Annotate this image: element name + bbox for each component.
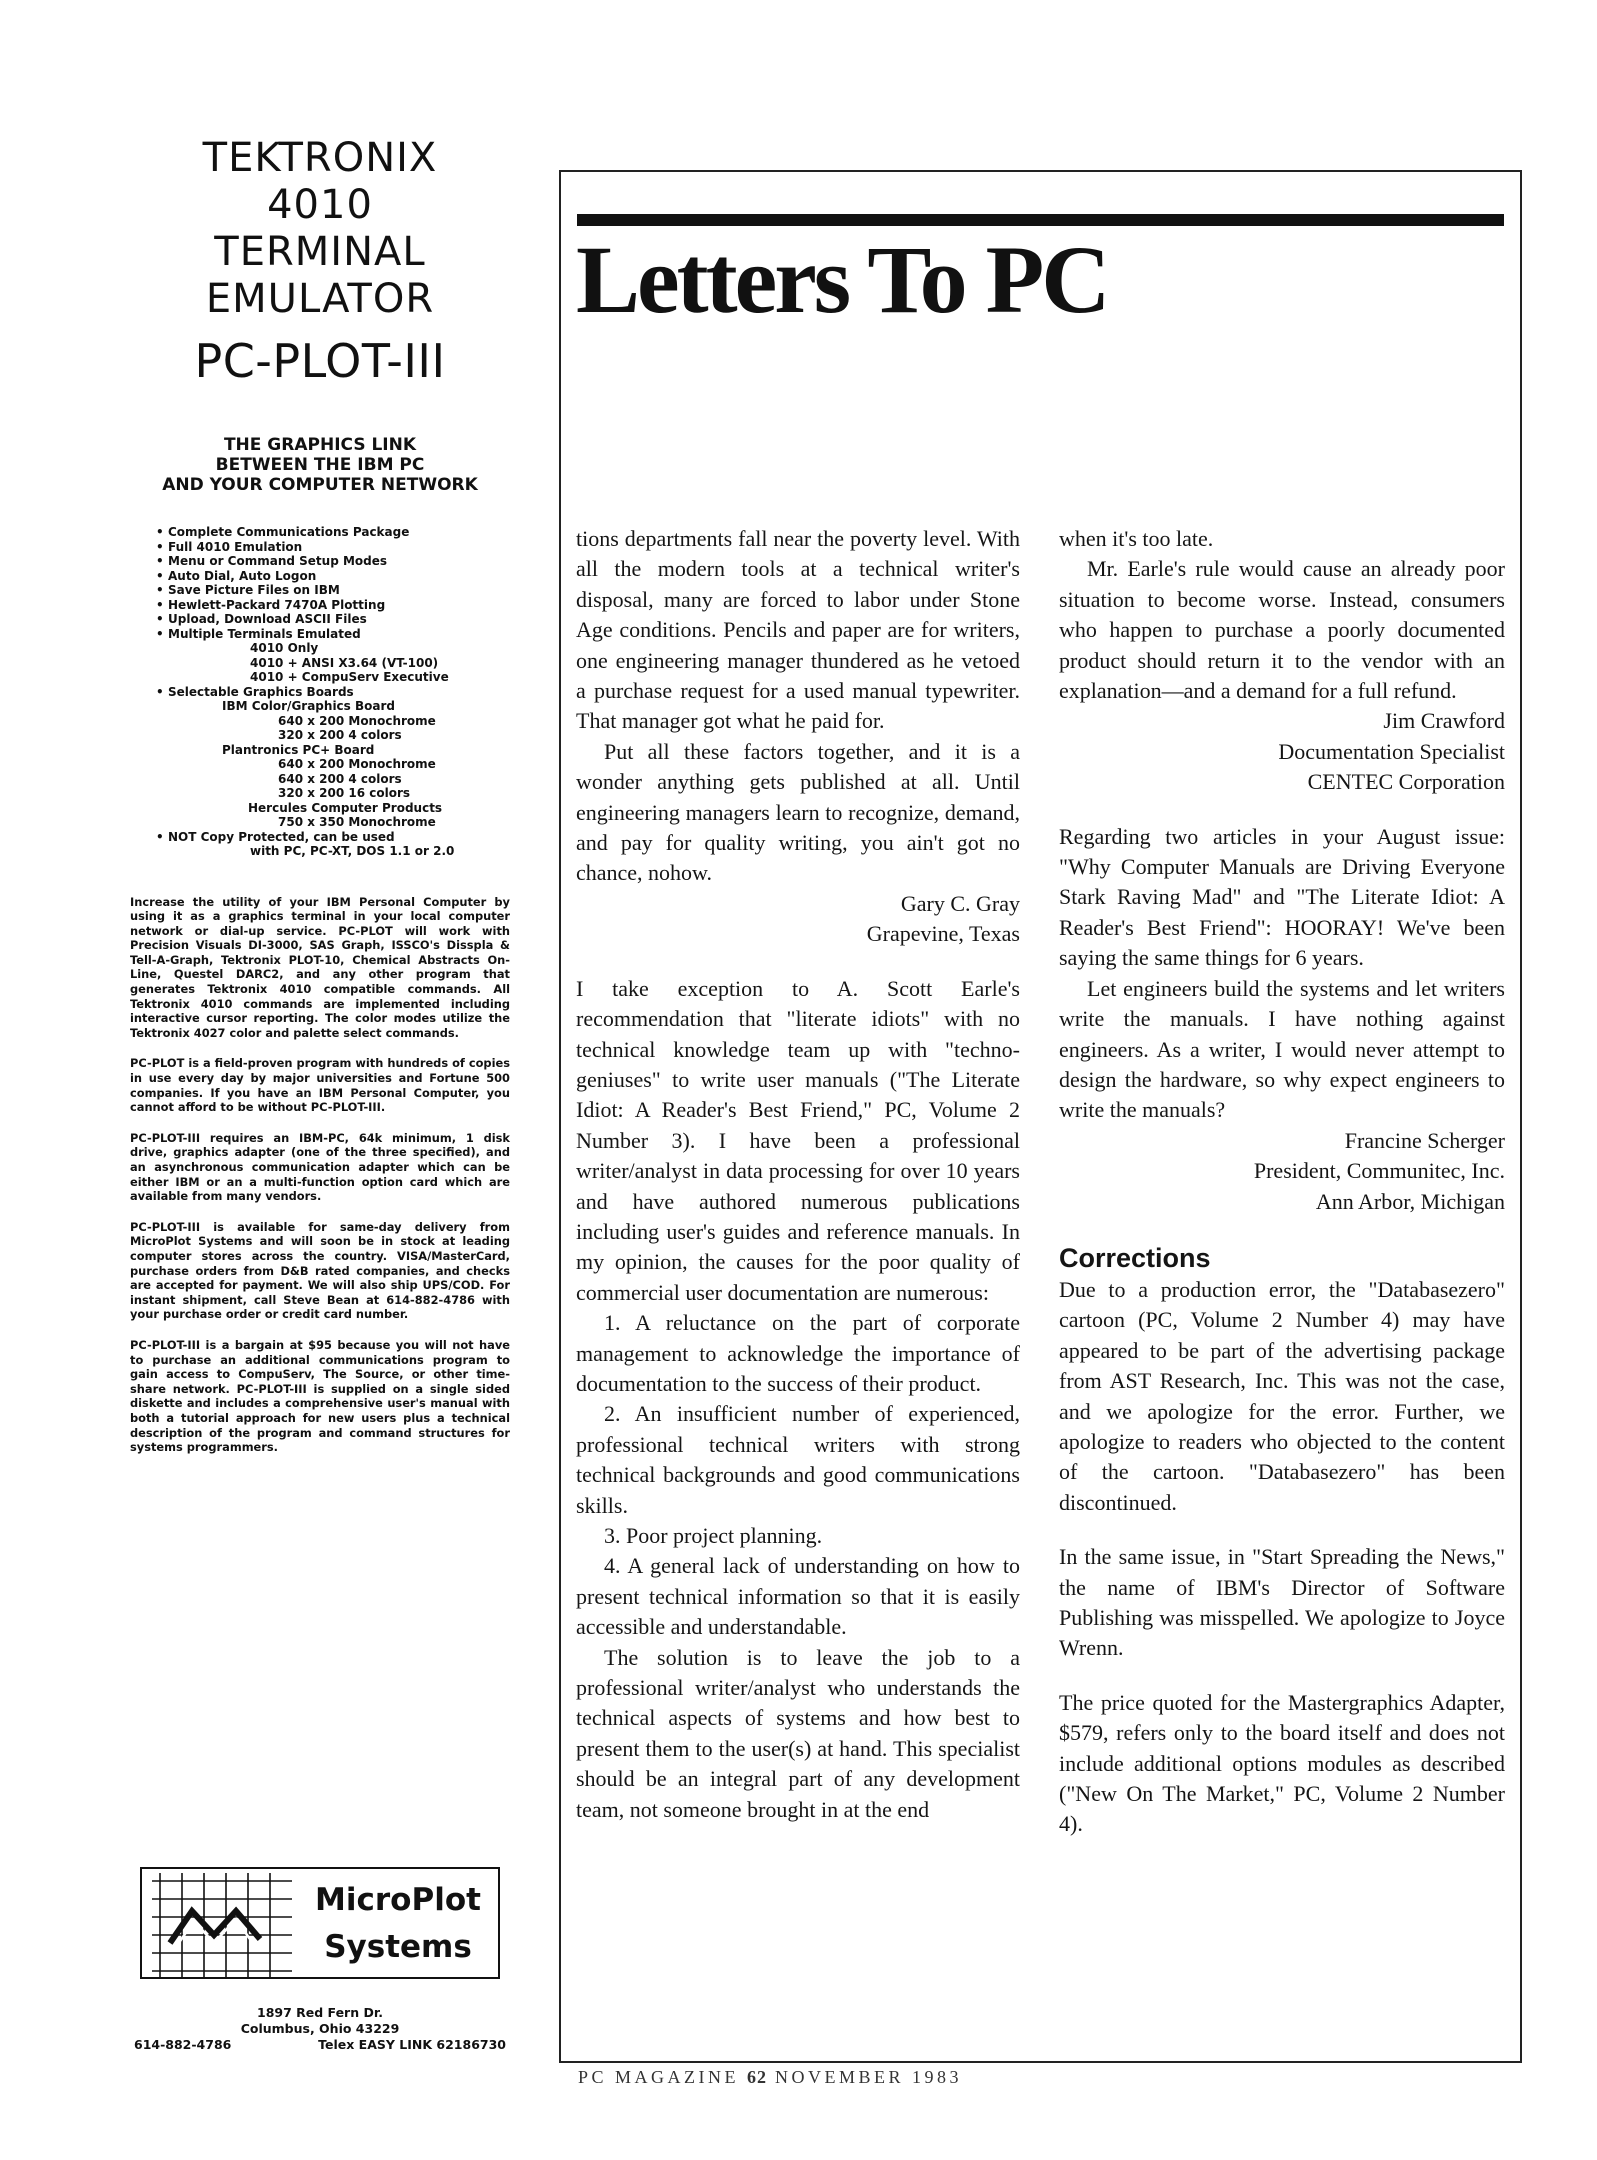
feature-item: • Hewlett-Packard 7470A Plotting [156,598,510,613]
feature-item: • Complete Communications Package [156,525,510,540]
feature-item: • Upload, Download ASCII Files [156,612,510,627]
page-footer [578,2067,1078,2088]
letter-paragraph: Mr. Earle's rule would cause an already poor situation to become worse. Instead, consumers who happen to purchase a poorly documented product should return it to the vendor with an explanation—and a demand for a full refund. [1059,556,1505,704]
letter-signature: Francine Scherger President, Communitec, Inc. Ann Arbor, Michigan [1253,1127,1505,1214]
letter-paragraph: when it's too late. [1059,526,1214,551]
feature-subitem: with PC, PC-XT, DOS 1.1 or 2.0 [250,844,455,858]
letter-paragraph: Put all these factors together, and it is a wonder anything gets published at all. Until engineering managers learn to recognize, demand, and pay for quality writing, you ain't got no chance, nohow. [576,738,1020,886]
letter-paragraph: Regarding two articles in your August issue: "Why Computer Manuals are Driving Everyone Stark Raving Mad" and "The Literate Idiot: A Reader's Best Friend": HOORAY! We've been saying the same things for 6 years. [1059,823,1505,971]
letters-column-left [576,524,1020,1825]
feature-item: • Save Picture Files on IBM [156,583,510,598]
feature-subitem: Hercules Computer Products [248,800,443,815]
correction-paragraph: Due to a production error, the "Databasezero" cartoon (PC, Volume 2 Number 4) may have appeared to be part of the advertising package from AST Research, Inc. This was not the case, and we apologize for the error. Further, we apologize to readers who objected to the content of the cartoon. "Databasezero" has been discontinued. [1059,1276,1505,1515]
letter-signature: Gary C. Gray Grapevine, Texas [866,890,1020,947]
feature-item: • Menu or Command Setup Modes [156,554,510,569]
ad-tagline: THE GRAPHICS LINK BETWEEN THE IBM PC AND YOUR COMPUTER NETWORK [162,435,478,495]
page-number: 62 [747,2067,768,2087]
ad-address: 1897 Red Fern Dr. Columbus, Ohio 43229 614-882-4786 Telex EASY LINK 62186730 [134,2005,506,2052]
letter-list-item: 3. Poor project planning. [604,1523,823,1548]
page-title: Letters To PC [576,226,1108,333]
feature-subitem: IBM Color/Graphics Board [222,699,395,713]
feature-subitem: 750 x 350 Monochrome [278,815,436,829]
feature-subitem: 640 x 200 Monochrome [278,713,436,728]
ad-phone: 614-882-4786 [134,2037,232,2052]
footer-magazine: PC MAGAZINE [578,2067,740,2087]
ad-telex: Telex EASY LINK 62186730 [318,2037,506,2052]
feature-subitem: 320 x 200 16 colors [278,786,411,800]
ad-paragraph: PC-PLOT-III requires an IBM-PC, 64k minimum, 1 disk drive, graphics adapter (one of the three specified), and an asynchronous communication adapter which can be either IBM or an a multi-function option card which are available from many vendors. [130,1130,510,1204]
logo-text: MicroPlot Systems [315,1882,481,1965]
feature-subitem: 4010 Only [250,641,319,655]
letter-paragraph: I take exception to A. Scott Earle's recommendation that "literate idiots" with no technical knowledge team up with "techno-geniuses" to write user manuals ("The Literate Idiot: A Reader's Best Friend," PC, Volume 2 Number 3). I have been a professional writer/analyst in data processing for over 10 years and have authored numerous publications including user's guides and reference manuals. In my opinion, the causes for the poor quality of commercial user documentation are numerous: [576,975,1020,1305]
feature-item: • Full 4010 Emulation [156,540,510,555]
ad-paragraph: PC-PLOT-III is available for same-day delivery from MicroPlot Systems and will soon be in stock at leading computer stores across the country. VISA/MasterCard, purchase orders from D&B rated companies, and checks are accepted for payment. We will also ship UPS/COD. For instant shipment, call Steve Bean at 614-882-4786 with your purchase order or credit card number. [130,1219,510,1322]
letter-signature: Jim Crawford Documentation Specialist CENTEC Corporation [1278,708,1505,795]
advertisement [130,135,510,1455]
correction-paragraph: In the same issue, in "Start Spreading the News," the name of IBM's Director of Software Publishing was misspelled. We apologize to Joyce Wrenn. [1059,1544,1505,1661]
plot-grid-icon [142,1869,292,1977]
correction-paragraph: The price quoted for the Mastergraphics Adapter, $579, refers only to the board itself and does not include additional options modules as described ("New On The Market," PC, Volume 2 Number 4). [1059,1689,1505,1837]
feature-subitem: 640 x 200 Monochrome [278,757,436,771]
feature-subitem: 4010 + CompuServ Executive [250,670,449,684]
letter-paragraph: tions departments fall near the poverty level. With all the modern tools at a technical writer's disposal, many are forced to labor under Stone Age conditions. Pencils and paper are for writers, one engineering manager thundered as he vetoed a purchase request for a used manual typewriter. That manager got what he paid for. [576,526,1020,734]
footer-date: NOVEMBER 1983 [775,2067,963,2087]
feature-item: • Multiple Terminals Emulated [156,627,510,642]
feature-subitem: 320 x 200 4 colors [278,728,402,742]
ad-paragraph: PC-PLOT-III is a bargain at $95 because you will not have to purchase an additional communications program to gain access to CompuServ, The Source, or other time-share network. PC-PLOT-III is supplied on a single sided diskette and includes a comprehensive user's manual with both a tutorial approach for new users plus a technical description of the program and command structures for systems programmers. [130,1337,510,1455]
microplot-logo [140,1867,500,1979]
feature-item: • Auto Dial, Auto Logon [156,569,510,584]
letter-paragraph: The solution is to leave the job to a professional writer/analyst who understands the technical aspects of systems and how best to present them to the user(s) at hand. This specialist should be an integral part of any development team, not someone brought in at the end [576,1644,1020,1822]
feature-subitem: 4010 + ANSI X3.64 (VT-100) [250,655,439,670]
feature-subitem: Plantronics PC+ Board [222,742,375,757]
ad-feature-list [156,525,510,859]
feature-subitem: 640 x 200 4 colors [278,771,402,786]
letter-list-item: 1. A reluctance on the part of corporate management to acknowledge the importance of documentation to the success of their product. [576,1310,1020,1396]
section-heading-corrections: Corrections [1059,1242,1211,1273]
feature-item: • Selectable Graphics Boards [156,685,510,700]
ad-paragraph: Increase the utility of your IBM Personal Computer by using it as a graphics terminal in your local computer network or dial-up service. PC-PLOT will work with Precision Visuals DI-3000, SAS Graph, ISSCO's Disspla & Tell-A-Graph, Tektronix PLOT-10, Chemical Abstracts On-Line, Questel DARC2, and any other program that generates Tektronix 4010 compatible commands. All Tektronix 4010 commands are implemented including interactive cursor reporting. The color modes utilize the Tektronix 4027 color and palette select commands. [130,894,510,1040]
ad-paragraph: PC-PLOT is a field-proven program with hundreds of copies in use every day by major universities and Fortune 500 companies. If you have an IBM Personal Computer, you cannot afford to be without PC-PLOT-III. [130,1056,510,1115]
letter-list-item: 2. An insufficient number of experienced, professional technical writers with strong technical backgrounds and good communications skills. [576,1401,1020,1518]
letter-list-item: 4. A general lack of understanding on how to present technical information so that it is easily accessible and understandable. [576,1553,1020,1640]
feature-item: • NOT Copy Protected, can be used [156,830,510,845]
ad-title: TEKTRONIX 4010 TERMINAL EMULATOR [202,135,438,322]
letter-paragraph: Let engineers build the systems and let writers write the manuals. I have nothing against engineers. As a writer, I would never attempt to design the hardware, so why expect engineers to write the manuals? [1059,975,1505,1123]
ad-product-name: PC-PLOT-III [194,334,446,388]
letters-column-right [1059,524,1505,1840]
